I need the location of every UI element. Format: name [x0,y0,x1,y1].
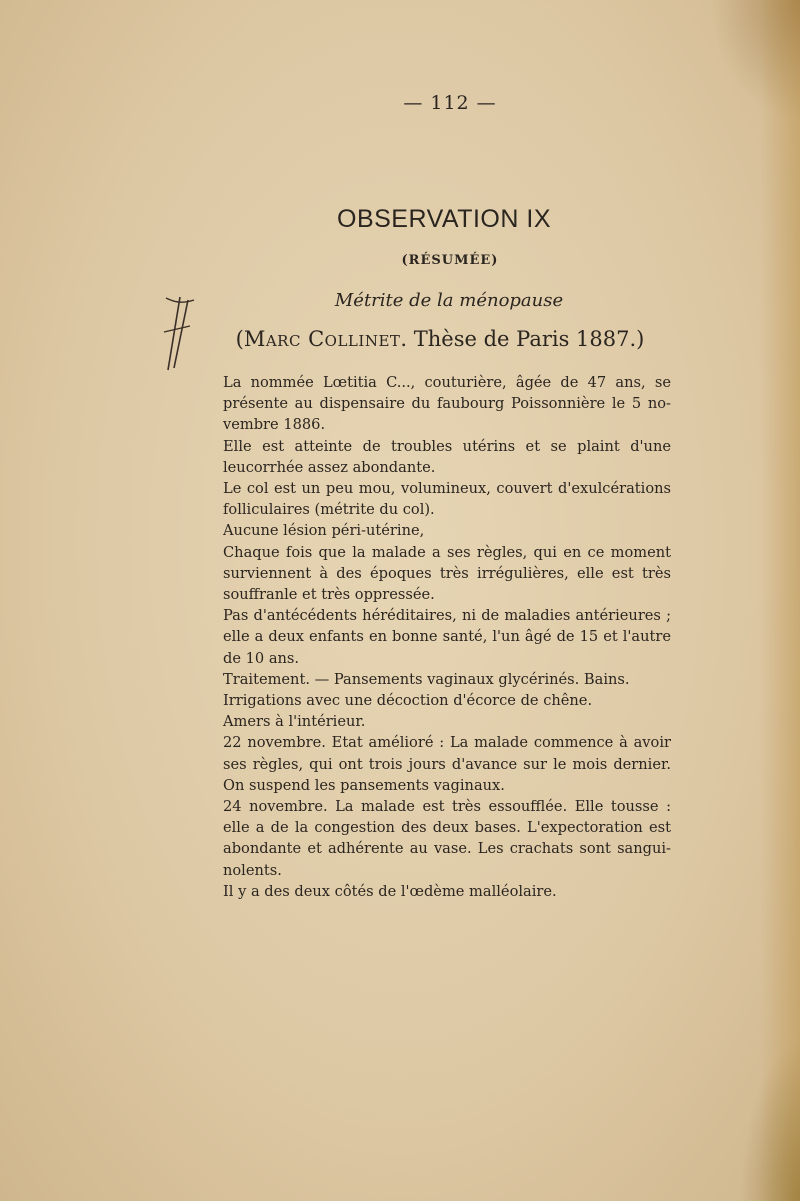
body-line: elle a deux enfants en bonne santé, l'un âgé de 15 et l'autre [223,628,671,646]
body-line: elle a de la congestion des deux bases. L'expectoration est [223,819,671,837]
body-line: de 10 ans. [223,649,300,667]
body-line: Le col est un peu mou, volumineux, couvert d'exulcérations [223,480,671,498]
page-edge-shadow [760,0,800,1201]
body-line: 22 novembre. Etat amélioré : La malade commence à avoir [223,734,671,752]
body-line: folliculaires (métrite du col). [223,501,435,519]
body-line: présente au dispensaire du faubourg Poissonnière le 5 no- [223,395,671,413]
body-line: surviennent à des époques très irrégulières, elle est très [223,564,671,582]
body-line: Pas d'antécédents héréditaires, ni de maladies antérieures ; [223,607,671,625]
body-line: Aucune lésion péri-utérine, [223,522,425,540]
source-author: Marc Collinet [243,327,401,351]
source-details: . Thèse de Paris 1887.) [400,327,645,351]
observation-title: OBSERVATION IX [337,205,551,233]
body-line: Chaque fois que la malade a ses règles, qui en ce moment [223,543,671,561]
handwritten-margin-mark [160,292,196,372]
body-line: Traitement. — Pansements vaginaux glycérinés. Bains. [223,670,630,688]
source-citation [0,327,800,351]
body-line: souffranle et très oppressée. [223,586,435,604]
body-line: On suspend les pansements vaginaux. [223,776,505,794]
body-line: abondante et adhérente au vase. Les crachats sont sangui- [223,840,671,858]
resume-label: (RÉSUMÉE) [401,253,499,268]
page-number: — 112 — [403,92,497,114]
body-line: ses règles, qui ont trois jours d'avance sur le mois dernier. [223,755,671,773]
body-line: Amers à l'intérieur. [223,713,366,731]
body-line: vembre 1886. [223,416,326,434]
body-line: nolents. [223,861,282,879]
body-line: Irrigations avec une décoction d'écorce de chêne. [223,692,593,710]
body-line: 24 novembre. La malade est très essoufflée. Elle tousse : [223,798,671,816]
page-corner-stain-bottom [740,1041,800,1201]
body-line: leucorrhée assez abondante. [223,458,436,476]
observation-body [223,372,671,902]
observation-subtitle: Métrite de la ménopause [334,290,564,311]
body-line: La nommée Lœtitia C..., couturière, âgée de 47 ans, se [223,374,671,391]
source-open-paren: ( [235,327,244,351]
body-line: Elle est atteinte de troubles utérins et se plaint d'une [223,437,671,455]
body-line: Il y a des deux côtés de l'œdème malléolaire. [223,882,557,900]
